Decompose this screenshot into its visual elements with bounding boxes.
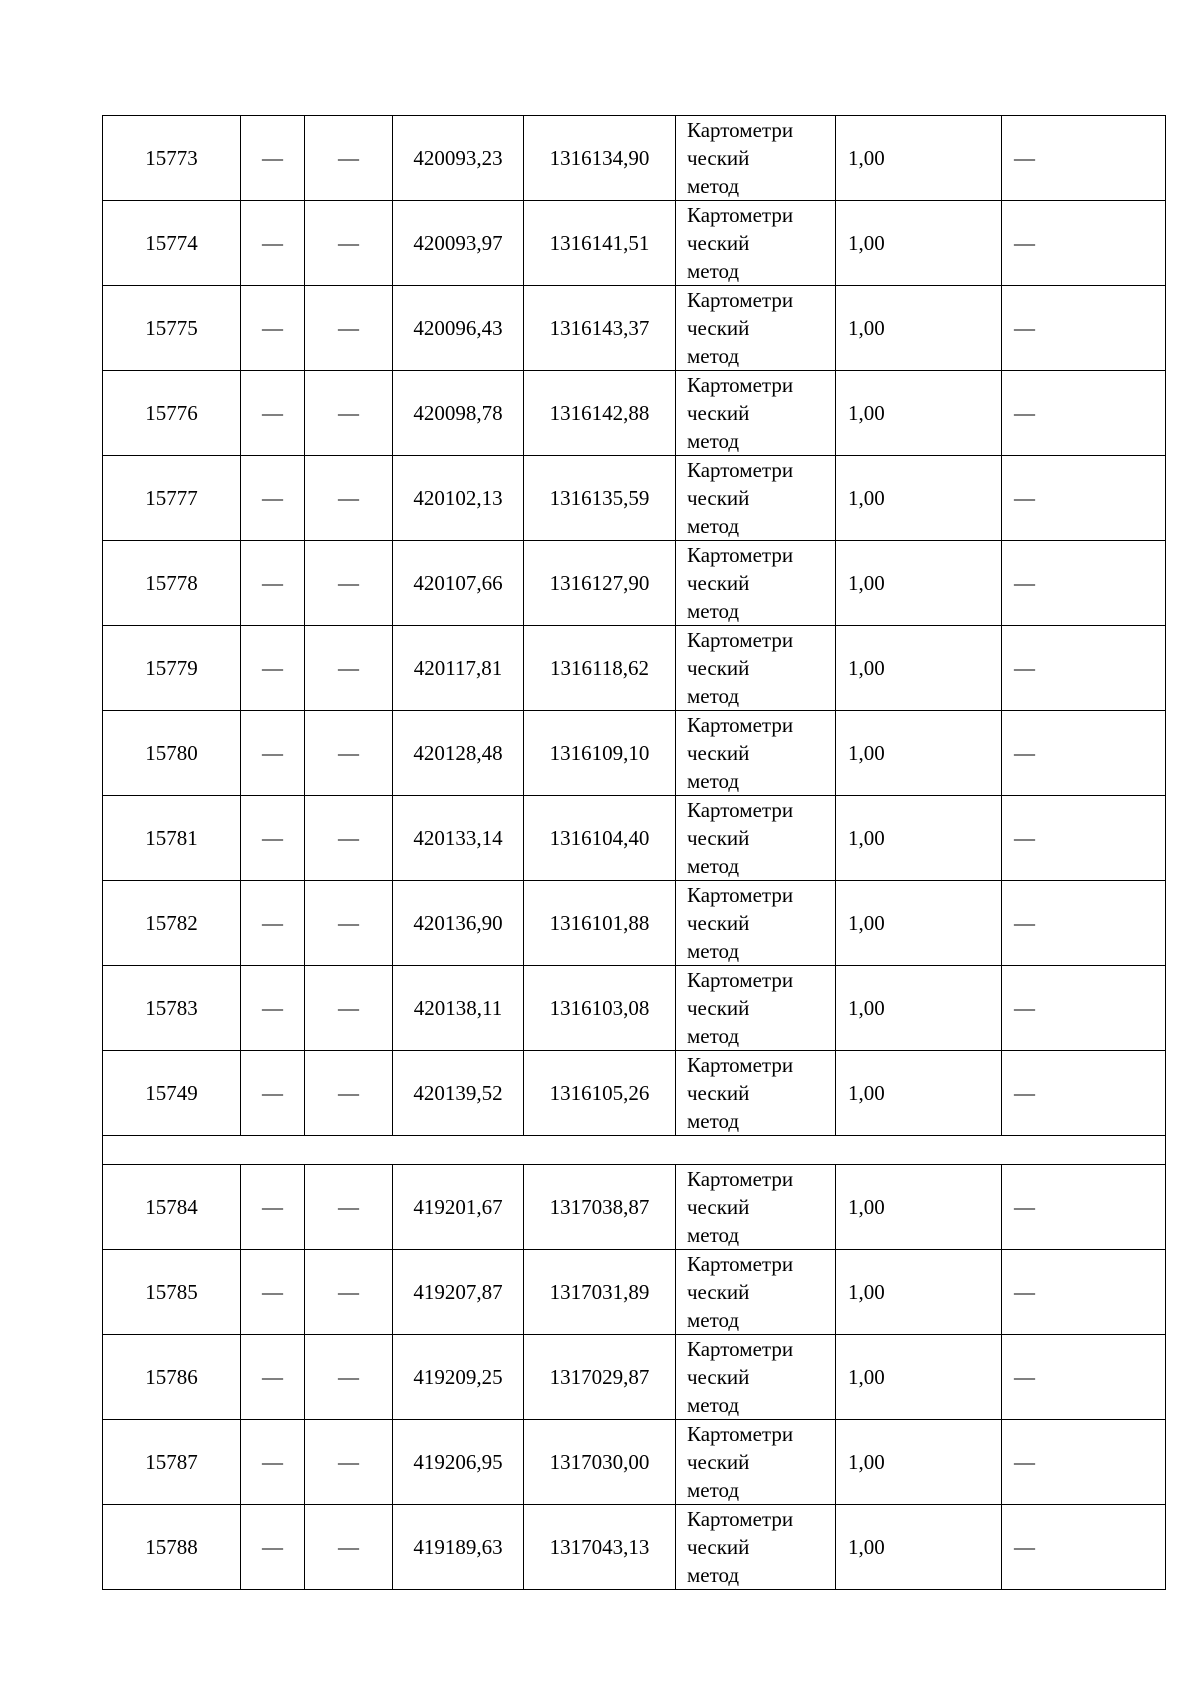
y-coordinate-cell: 1316109,10 (524, 711, 676, 796)
method-cell (676, 371, 836, 456)
table-row (103, 1335, 1166, 1420)
dash-cell: — (241, 711, 305, 796)
x-coordinate-cell: 420136,90 (393, 881, 524, 966)
dash-cell: — (305, 796, 393, 881)
dash-cell: — (241, 1051, 305, 1136)
method-text: Картометри ческий метод (687, 1422, 794, 1502)
point-number-cell: 15783 (103, 966, 241, 1051)
dash-cell: — (1002, 1335, 1166, 1420)
dash-cell: — (305, 1420, 393, 1505)
method-cell (676, 1165, 836, 1250)
method-cell (676, 541, 836, 626)
precision-cell: 1,00 (836, 881, 1002, 966)
precision-cell: 1,00 (836, 626, 1002, 711)
dash-cell: — (241, 626, 305, 711)
y-coordinate-cell: 1316127,90 (524, 541, 676, 626)
point-number-cell: 15781 (103, 796, 241, 881)
precision-cell: 1,00 (836, 286, 1002, 371)
point-number-cell: 15778 (103, 541, 241, 626)
method-text: Картометри ческий метод (687, 118, 794, 198)
method-text: Картометри ческий метод (687, 1252, 794, 1332)
method-text: Картометри ческий метод (687, 543, 794, 623)
dash-cell: — (241, 201, 305, 286)
dash-cell: — (1002, 1420, 1166, 1505)
y-coordinate-cell: 1316103,08 (524, 966, 676, 1051)
separator-cell (103, 1136, 1166, 1165)
table-row (103, 1051, 1166, 1136)
method-text: Картометри ческий метод (687, 968, 794, 1048)
y-coordinate-cell: 1316134,90 (524, 116, 676, 201)
method-text: Картометри ческий метод (687, 458, 794, 538)
dash-cell: — (241, 1505, 305, 1590)
dash-cell: — (241, 881, 305, 966)
x-coordinate-cell: 420117,81 (393, 626, 524, 711)
table-row (103, 966, 1166, 1051)
dash-cell: — (1002, 796, 1166, 881)
method-text: Картометри ческий метод (687, 628, 794, 708)
dash-cell: — (305, 541, 393, 626)
precision-cell: 1,00 (836, 711, 1002, 796)
dash-cell: — (305, 1505, 393, 1590)
point-number-cell: 15779 (103, 626, 241, 711)
x-coordinate-cell: 419207,87 (393, 1250, 524, 1335)
x-coordinate-cell: 420128,48 (393, 711, 524, 796)
dash-cell: — (241, 1165, 305, 1250)
dash-cell: — (1002, 201, 1166, 286)
y-coordinate-cell: 1316101,88 (524, 881, 676, 966)
dash-cell: — (305, 1250, 393, 1335)
y-coordinate-cell: 1316141,51 (524, 201, 676, 286)
y-coordinate-cell: 1317043,13 (524, 1505, 676, 1590)
method-cell (676, 626, 836, 711)
dash-cell: — (241, 1250, 305, 1335)
point-number-cell: 15786 (103, 1335, 241, 1420)
dash-cell: — (1002, 1051, 1166, 1136)
x-coordinate-cell: 420138,11 (393, 966, 524, 1051)
method-cell (676, 1335, 836, 1420)
precision-cell: 1,00 (836, 1250, 1002, 1335)
dash-cell: — (305, 286, 393, 371)
coordinates-table (102, 115, 1166, 1590)
dash-cell: — (305, 1335, 393, 1420)
point-number-cell: 15774 (103, 201, 241, 286)
precision-cell: 1,00 (836, 541, 1002, 626)
method-cell (676, 116, 836, 201)
dash-cell: — (241, 966, 305, 1051)
x-coordinate-cell: 419189,63 (393, 1505, 524, 1590)
dash-cell: — (241, 456, 305, 541)
method-cell (676, 1051, 836, 1136)
method-cell (676, 881, 836, 966)
precision-cell: 1,00 (836, 1505, 1002, 1590)
method-text: Картометри ческий метод (687, 1507, 794, 1587)
y-coordinate-cell: 1316104,40 (524, 796, 676, 881)
dash-cell: — (1002, 626, 1166, 711)
table-row (103, 1250, 1166, 1335)
dash-cell: — (241, 796, 305, 881)
dash-cell: — (1002, 1505, 1166, 1590)
method-cell (676, 1250, 836, 1335)
table-row (103, 1505, 1166, 1590)
x-coordinate-cell: 420096,43 (393, 286, 524, 371)
precision-cell: 1,00 (836, 456, 1002, 541)
method-text: Картометри ческий метод (687, 798, 794, 878)
point-number-cell: 15776 (103, 371, 241, 456)
x-coordinate-cell: 419209,25 (393, 1335, 524, 1420)
y-coordinate-cell: 1317038,87 (524, 1165, 676, 1250)
method-cell (676, 1505, 836, 1590)
y-coordinate-cell: 1317031,89 (524, 1250, 676, 1335)
dash-cell: — (1002, 711, 1166, 796)
precision-cell: 1,00 (836, 796, 1002, 881)
dash-cell: — (1002, 456, 1166, 541)
method-text: Картометри ческий метод (687, 373, 794, 453)
method-text: Картометри ческий метод (687, 883, 794, 963)
dash-cell: — (305, 456, 393, 541)
x-coordinate-cell: 419206,95 (393, 1420, 524, 1505)
table-row (103, 541, 1166, 626)
dash-cell: — (1002, 286, 1166, 371)
method-text: Картометри ческий метод (687, 1053, 794, 1133)
dash-cell: — (305, 1165, 393, 1250)
point-number-cell: 15775 (103, 286, 241, 371)
x-coordinate-cell: 420139,52 (393, 1051, 524, 1136)
y-coordinate-cell: 1316105,26 (524, 1051, 676, 1136)
dash-cell: — (241, 541, 305, 626)
dash-cell: — (1002, 966, 1166, 1051)
table-body (103, 116, 1166, 1590)
precision-cell: 1,00 (836, 1165, 1002, 1250)
x-coordinate-cell: 420093,97 (393, 201, 524, 286)
method-cell (676, 796, 836, 881)
precision-cell: 1,00 (836, 116, 1002, 201)
precision-cell: 1,00 (836, 371, 1002, 456)
table-row (103, 711, 1166, 796)
method-cell (676, 286, 836, 371)
dash-cell: — (1002, 541, 1166, 626)
table-row (103, 626, 1166, 711)
y-coordinate-cell: 1316135,59 (524, 456, 676, 541)
dash-cell: — (305, 116, 393, 201)
method-cell (676, 201, 836, 286)
table-row (103, 1165, 1166, 1250)
dash-cell: — (1002, 116, 1166, 201)
point-number-cell: 15773 (103, 116, 241, 201)
table-row (103, 116, 1166, 201)
dash-cell: — (241, 1420, 305, 1505)
dash-cell: — (305, 966, 393, 1051)
dash-cell: — (1002, 1165, 1166, 1250)
table-row (103, 881, 1166, 966)
x-coordinate-cell: 419201,67 (393, 1165, 524, 1250)
method-text: Картометри ческий метод (687, 203, 794, 283)
point-number-cell: 15780 (103, 711, 241, 796)
point-number-cell: 15784 (103, 1165, 241, 1250)
method-text: Картометри ческий метод (687, 713, 794, 793)
y-coordinate-cell: 1317030,00 (524, 1420, 676, 1505)
y-coordinate-cell: 1316118,62 (524, 626, 676, 711)
y-coordinate-cell: 1316143,37 (524, 286, 676, 371)
dash-cell: — (1002, 1250, 1166, 1335)
x-coordinate-cell: 420102,13 (393, 456, 524, 541)
point-number-cell: 15782 (103, 881, 241, 966)
method-cell (676, 711, 836, 796)
dash-cell: — (241, 286, 305, 371)
method-text: Картометри ческий метод (687, 288, 794, 368)
precision-cell: 1,00 (836, 1420, 1002, 1505)
method-cell (676, 966, 836, 1051)
table-row (103, 456, 1166, 541)
precision-cell: 1,00 (836, 201, 1002, 286)
dash-cell: — (1002, 881, 1166, 966)
point-number-cell: 15785 (103, 1250, 241, 1335)
table-row (103, 1420, 1166, 1505)
dash-cell: — (241, 1335, 305, 1420)
y-coordinate-cell: 1316142,88 (524, 371, 676, 456)
table-row (103, 286, 1166, 371)
dash-cell: — (1002, 371, 1166, 456)
point-number-cell: 15788 (103, 1505, 241, 1590)
dash-cell: — (305, 1051, 393, 1136)
x-coordinate-cell: 420107,66 (393, 541, 524, 626)
dash-cell: — (305, 626, 393, 711)
separator-row (103, 1136, 1166, 1165)
method-text: Картометри ческий метод (687, 1167, 794, 1247)
table-row (103, 371, 1166, 456)
dash-cell: — (241, 116, 305, 201)
precision-cell: 1,00 (836, 1051, 1002, 1136)
point-number-cell: 15787 (103, 1420, 241, 1505)
method-text: Картометри ческий метод (687, 1337, 794, 1417)
table-row (103, 796, 1166, 881)
x-coordinate-cell: 420133,14 (393, 796, 524, 881)
precision-cell: 1,00 (836, 966, 1002, 1051)
x-coordinate-cell: 420098,78 (393, 371, 524, 456)
table-row (103, 201, 1166, 286)
y-coordinate-cell: 1317029,87 (524, 1335, 676, 1420)
method-cell (676, 456, 836, 541)
dash-cell: — (305, 201, 393, 286)
point-number-cell: 15749 (103, 1051, 241, 1136)
dash-cell: — (241, 371, 305, 456)
point-number-cell: 15777 (103, 456, 241, 541)
dash-cell: — (305, 371, 393, 456)
precision-cell: 1,00 (836, 1335, 1002, 1420)
x-coordinate-cell: 420093,23 (393, 116, 524, 201)
dash-cell: — (305, 711, 393, 796)
method-cell (676, 1420, 836, 1505)
dash-cell: — (305, 881, 393, 966)
